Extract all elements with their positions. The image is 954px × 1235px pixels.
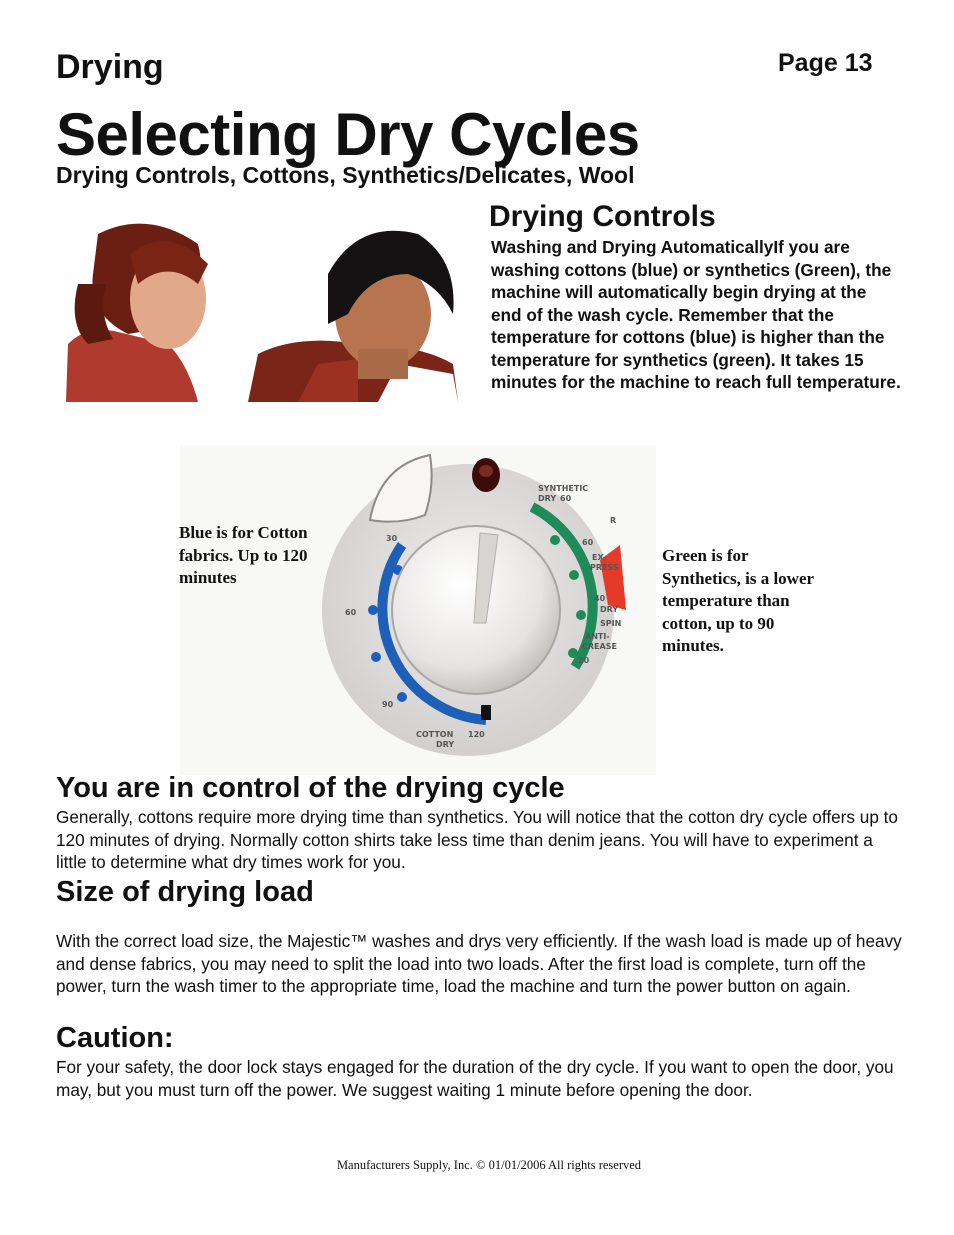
page-title: Selecting Dry Cycles	[56, 101, 640, 168]
label-anti: ANTI-	[585, 632, 610, 641]
label-r: R	[610, 516, 617, 525]
load-size-heading: Size of drying load	[56, 876, 314, 908]
label-cot-120: 120	[468, 730, 485, 739]
label-cotton-dry: DRY	[436, 740, 455, 749]
footer-copyright: Manufacturers Supply, Inc. © 01/01/2006 All rights reserved	[336, 1158, 642, 1172]
drying-controls-text: Washing and Drying AutomaticallyIf you are washing cottons (blue) or synthetics (Green), the machine will automatically begin drying at the end of the wash cycle. Remember that the temperature for cottons (blue) is higher than the temperature for synthetics (green). It takes 15 minutes for the machine to reach full temperature.	[491, 237, 901, 392]
caption-synthetic: Green is for Synthetics, is a lower temperature than cotton, up to 90 minutes.	[662, 546, 814, 655]
label-syn-60a: 60	[560, 494, 572, 503]
control-cycle-text: Generally, cottons require more drying time than synthetics. You will notice that the cotton dry cycle offers up to 120 minutes of drying. Normally cotton shirts take less time than denim jeans. You will have to experiment a little to determine what dry times work for you.	[56, 807, 898, 872]
label-cot-60: 60	[345, 608, 357, 617]
label-cot-30: 30	[386, 534, 398, 543]
drying-dial-image	[180, 445, 656, 775]
label-syn-20: 20	[578, 656, 590, 665]
drying-controls-heading: Drying Controls	[489, 200, 716, 233]
label-synthetic: SYNTHETIC	[538, 484, 589, 493]
label-cot-90: 90	[382, 700, 394, 709]
load-size-text: With the correct load size, the Majestic™ washes and drys very efficiently. If the wash load is made up of heavy and dense fabrics, you may need to split the load into two loads. After the first load is complete, turn off the power, turn the wash timer to the appropriate time, load the machine and turn the power button on again.	[56, 931, 902, 996]
label-spin: SPIN	[600, 619, 622, 628]
two-women-photo	[58, 214, 480, 402]
label-express: EX-	[592, 553, 607, 562]
label-cotton: COTTON	[416, 730, 454, 739]
label-syn-40: 40	[594, 594, 606, 603]
label-synthetic-dry: DRY	[538, 494, 557, 503]
label-dry: DRY	[600, 605, 619, 614]
control-cycle-heading: You are in control of the drying cycle	[56, 772, 565, 804]
caption-cotton: Blue is for Cotton fabrics. Up to 120 minutes	[179, 523, 308, 587]
caution-heading: Caution:	[56, 1022, 174, 1054]
page-number: Page 13	[778, 49, 873, 77]
label-crease: CREASE	[582, 642, 617, 651]
page-subtitle: Drying Controls, Cottons, Synthetics/Delicates, Wool	[56, 162, 635, 188]
label-express-2: PRESS	[590, 563, 619, 572]
section-label: Drying	[56, 48, 164, 86]
caution-text: For your safety, the door lock stays engaged for the duration of the dry cycle. If you want to open the door, you may, but you must turn off the power. We suggest waiting 1 minute before opening the door.	[56, 1057, 894, 1100]
label-syn-60: 60	[582, 538, 594, 547]
